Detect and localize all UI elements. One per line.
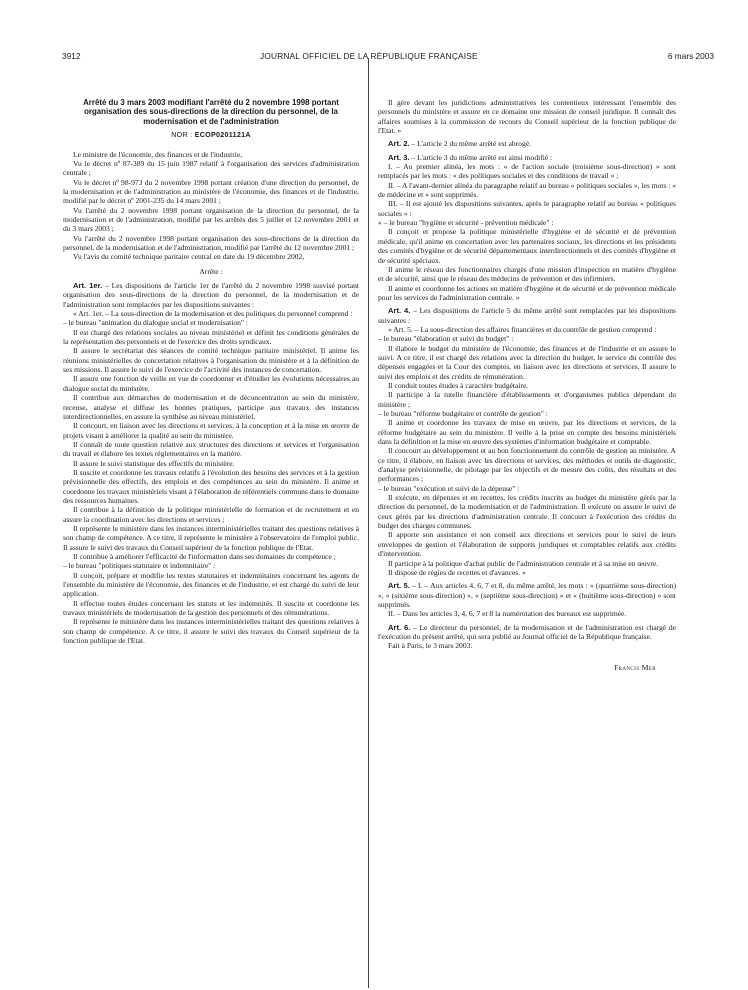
right-column-body (378, 98, 676, 672)
body-paragraph: « Art. 5. – La sous-direction des affaires financières et du contrôle de gestion comprend : (388, 324, 657, 334)
decree-heading: Arrête : (199, 266, 223, 276)
body-paragraph: Il concourt au développement et au bon fonctionnement du contrôle de gestion au ministère. A ce titre, il élabore, en liaison avec les directions et services, des méthodes et outils de diagnostic, d'analyse prévisionnelle, de pilotage par les objectifs et de mesure des coûts, des résultats et des performances ; (378, 446, 676, 484)
body-paragraph: Il assure une fonction de veille en vue de coordonner et d'étudier les évolutions nécessaires au dialogue social du ministère. (63, 374, 359, 393)
body-paragraph: Il représente le ministère dans les instances interministérielles traitant des questions relatives à son champ de compétence. A ce titre, il assure le suivi des travaux du Conseil supérieur de la fonction publique de l'Etat. (63, 617, 359, 646)
decree-title: Arrêté du 3 mars 2003 modifiant l'arrêté du 2 novembre 1998 portant organisation des sous-directions de la direction du personnel, de la modernisation et de l'administration (83, 98, 339, 126)
article-paragraph (378, 306, 676, 325)
body-paragraph: Il concourt, en liaison avec les directions et services, à la conception et à la mise en œuvre de projets visant à améliorer la qualité au sein du ministère. (63, 421, 359, 440)
body-paragraph: Il conçoit et propose la politique ministérielle d'hygiène et de sécurité et de prévention médicale, qu'il anime en concertation avec les partenaires sociaux, les directions et les présidents des comités d'hygiène et de sécurité départementaux interdirectionnels et des comités d'hygiène et de sécurité spéciaux. (378, 227, 676, 265)
article-text: – I. – Aux articles 4, 6, 7 et 8, du même arrêté, les mots : « (quatrième sous-direction) », « (sixième sous-direction) », « (septième sous-direction) » et « (huitième sous-direction) » sont supprimés. (378, 581, 676, 609)
body-paragraph: III. – Il est ajouté les dispositions suivantes, après le paragraphe relatif au bureau « politiques sociales » : (378, 199, 676, 218)
nor-reference (63, 131, 359, 140)
bureau-heading: – le bureau "réforme budgétaire et contrôle de gestion" : (378, 409, 548, 418)
body-paragraph: Il contribue aux démarches de modernisation et de déconcentration au sein du ministère, recense, analyse et diffuse les bonnes pratiques, participe aux travaux des instances interdirectionnelles, en assure la synthèse au niveau ministériel. (63, 393, 359, 421)
body-paragraph: Le ministre de l'économie, des finances et de l'industrie, (73, 149, 243, 159)
article-text: – Le directeur du personnel, de la modernisation et de l'administration est chargé de l'exécution du présent arrêté, qui sera publié au Journal officiel de la République française. (378, 622, 676, 641)
nor-label: NOR : (171, 131, 193, 140)
article-paragraph (63, 281, 359, 309)
article-paragraph (378, 623, 676, 642)
article-text: – Les dispositions de l'article 5 du même arrêté sont remplacées par les dispositions suivantes : (378, 306, 676, 325)
body-paragraph: Il exécute, en dépenses et en recettes, les crédits inscrits au budget du ministère gérés par la direction du personnel, de la modernisation et de l'administration. Il exécute ou assure le suivi de ceux gérés par les directions d'administration centrale. Il concourt à l'exécution des crédits du budget des charges communes. (378, 493, 676, 531)
body-paragraph: Il anime et coordonne les actions en matière d'hygiène et de sécurité et de prévention médicale pour les services de l'administration centrale. » (378, 283, 676, 302)
body-paragraph: « Art. 1er. – La sous-direction de la modernisation et des politiques du personnel comprend : (73, 309, 353, 319)
article-paragraph (378, 153, 676, 162)
article-label: Art. 6. (388, 622, 411, 632)
body-paragraph: Vu l'avis du comité technique paritaire central en date du 19 décembre 2002, (73, 252, 305, 262)
body-paragraph: Il assure le secrétariat des séances de comité technique paritaire ministériel. Il anime les réunions ministérielles de concertation relatives à l'organisation du ministère et à la définition de ses missions. Il assure le suivi de l'exercice de l'activité des instances de concertation. (63, 346, 359, 375)
body-paragraph: Il gère devant les juridictions administratives les contentieux intéressant l'ensemble des personnels du ministère et assure en ce domaine une mission de conseil juridique. Il connaît des affaires soumises à la commission de recours du Conseil supérieur de la fonction publique de l'Etat. » (378, 98, 676, 136)
body-paragraph: Il apporte son assistance et son conseil aux directions et services pour le suivi de leurs enveloppes de gestion et l'élaboration de supports juridiques et comptables relatifs aux crédits d'intervention. (378, 530, 676, 559)
bureau-heading: – le bureau "élaboration et suivi du budget" : (378, 334, 514, 344)
bureau-heading: – le bureau "animation du dialogue social et modernisation" : (63, 318, 248, 328)
body-paragraph: Fait à Paris, le 3 mars 2003. (388, 641, 473, 651)
bureau-heading: – le bureau "politiques statutaire et indemnitaire" : (63, 561, 216, 571)
nor-value: ECOP0201121A (194, 131, 251, 140)
body-paragraph: Il élabore le budget du ministère de l'économie, des finances et de l'industrie et en assure le suivi. A ce titre, il est chargé des relations avec la direction du budget, le service du contrôle des dépenses engagées et la Cour des comptes, en liaison avec les directions et services. Il assure le suivi des emplois et des crédits de rémunération. (378, 343, 676, 381)
article-label: Art. 1er. (73, 281, 103, 291)
issue-date: 6 mars 2003 (667, 51, 714, 61)
body-paragraph: Il participe à la politique d'achat public de l'administration centrale et à sa mise en œuvre. (388, 558, 659, 568)
body-paragraph: Il contribue à améliorer l'efficacité de l'information dans ses domaines de compétence ; (73, 552, 336, 561)
body-paragraph: Vu l'arrêté du 2 novembre 1998 portant organisation de la direction du personnel, de la modernisation et de l'administration, modifié par les arrêtés des 5 juillet et 12 novembre 2001 et du 3 mars 2003 ; (63, 205, 359, 234)
page-header (62, 51, 714, 65)
bureau-heading: « – le bureau "hygiène et sécurité - prévention médicale" : (378, 218, 554, 228)
article-text: – L'article 3 du même arrêté est ainsi modifié : (411, 152, 553, 162)
body-paragraph: Il contribue à la définition de la politique ministérielle de formation et de recrutement et en assure la coordination avec les directions et services ; (63, 505, 359, 524)
article-paragraph (378, 139, 676, 148)
body-paragraph: Il représente le ministère dans les instances interministérielles traitant des questions relatives à son champ de compétence. A ce titre, il représente le ministère à l'observatoire de l'emploi public. Il assure le suivi des travaux du Conseil supérieur de la fonction publique de l'Etat. (63, 523, 359, 552)
body-paragraph: Il participe à la tutelle financière d'établissements et d'organismes publics dépendant du ministère ; (378, 390, 676, 409)
body-paragraph: Il anime le réseau des fonctionnaires chargés d'une mission d'inspection en matière d'hygiène et de sécurité, ainsi que le réseau des médecins de prévention et des infirmiers. (378, 264, 676, 284)
body-paragraph: Il effectue toutes études concernant les statuts et les indemnités. Il suscite et coordonne les travaux ministériels de modernisation de la gestion des personnels et des rémunérations. (63, 598, 359, 618)
body-paragraph: Vu le décret nº 98-973 du 2 novembre 1998 portant création d'une direction du personnel, de la modernisation et de l'administration au ministère de l'économie, des finances et de l'industrie, modifié par le décret nº 2001-235 du 14 mars 2001 ; (63, 177, 359, 206)
left-column (63, 98, 359, 645)
body-paragraph: II. – Dans les articles 3, 4, 6, 7 et 8 la numérotation des bureaux est supprimée. (388, 609, 627, 619)
article-paragraph (378, 581, 676, 609)
article-label: Art. 2. (388, 139, 410, 149)
body-paragraph: Il conduit toutes études à caractère budgétaire. (388, 380, 529, 390)
article-label: Art. 4. (388, 306, 411, 316)
right-column (378, 98, 676, 672)
body-paragraph: I. – Au premier alinéa, les mots : « de l'action sociale (troisième sous-direction) » sont remplacés par les mots : « des politiques sociales et des conditions de travail » ; (378, 162, 676, 181)
body-paragraph: Il conçoit, prépare et modifie les textes statutaires et indemnitaires concernant les agents de l'ensemble du ministère de l'économie, des finances et de l'industrie, et est chargé du suivi de leur application. (63, 570, 359, 599)
journal-title: JOURNAL OFFICIEL DE LA RÉPUBLIQUE FRANÇAISE (260, 51, 478, 61)
article-text: – L'article 2 du même arrêté est abrogé. (411, 139, 531, 149)
page-number: 3912 (62, 51, 81, 61)
body-paragraph: II. – A l'avant-dernier alinéa du paragraphe relatif au bureau « politiques sociales », les mots : « de médecine et » sont supprimés. (378, 180, 676, 200)
column-divider (368, 58, 369, 988)
article-label: Art. 5. (388, 581, 410, 591)
body-paragraph: Il connaît de toute question relative aux structures des directions et services et l'organisation du travail et élabore les textes réglementaires en la matière. (63, 439, 359, 459)
bureau-heading: – le bureau "exécution et suivi de la dépense" : (378, 483, 520, 493)
body-paragraph: Il anime et coordonne les travaux de mise en œuvre, par les directions et services, de la réforme budgétaire au sein du ministère. Il veille à la prise en compte des besoins ministériels dans la définition et la mise en œuvre des systèmes d'information budgétaire et comptable. (378, 418, 676, 447)
body-paragraph: Il est chargé des relations sociales au niveau ministériel et définit les conditions générales de la représentation des personnels et de l'exercice des droits syndicaux. (63, 327, 359, 347)
left-column-body (63, 150, 359, 646)
article-label: Art. 3. (388, 152, 410, 162)
article-text: – Les dispositions de l'article 1er de l'arrêté du 2 novembre 1998 susvisé portant organisation des sous-directions de la direction du personnel, de la modernisation et de l'administration sont remplacées par les dispositions suivantes : (63, 281, 360, 309)
signature: Francis Mer (614, 662, 656, 672)
body-paragraph: Vu le décret nº 87-389 du 15 juin 1987 relatif à l'organisation des services d'administration centrale ; (63, 158, 359, 178)
body-paragraph: Vu l'arrêté du 2 novembre 1998 portant organisation des sous-directions de la direction du personnel, de la modernisation et de l'administration, modifié par l'arrêté du 12 novembre 2001 ; (63, 233, 359, 252)
body-paragraph: Il assure le suivi statistique des effectifs du ministère. (73, 458, 235, 468)
body-paragraph: Il dispose de régies de recettes et d'avances. » (388, 567, 526, 577)
body-paragraph: Il suscite et coordonne les travaux relatifs à l'évolution des besoins des services et à la gestion prévisionnelle des effectifs, des emplois et des compétences au sein du ministère. Il anime et coordonne les travaux ministériels visant à l'élaboration de référentiels communs dans le domaine des ressources humaines. (63, 467, 359, 505)
